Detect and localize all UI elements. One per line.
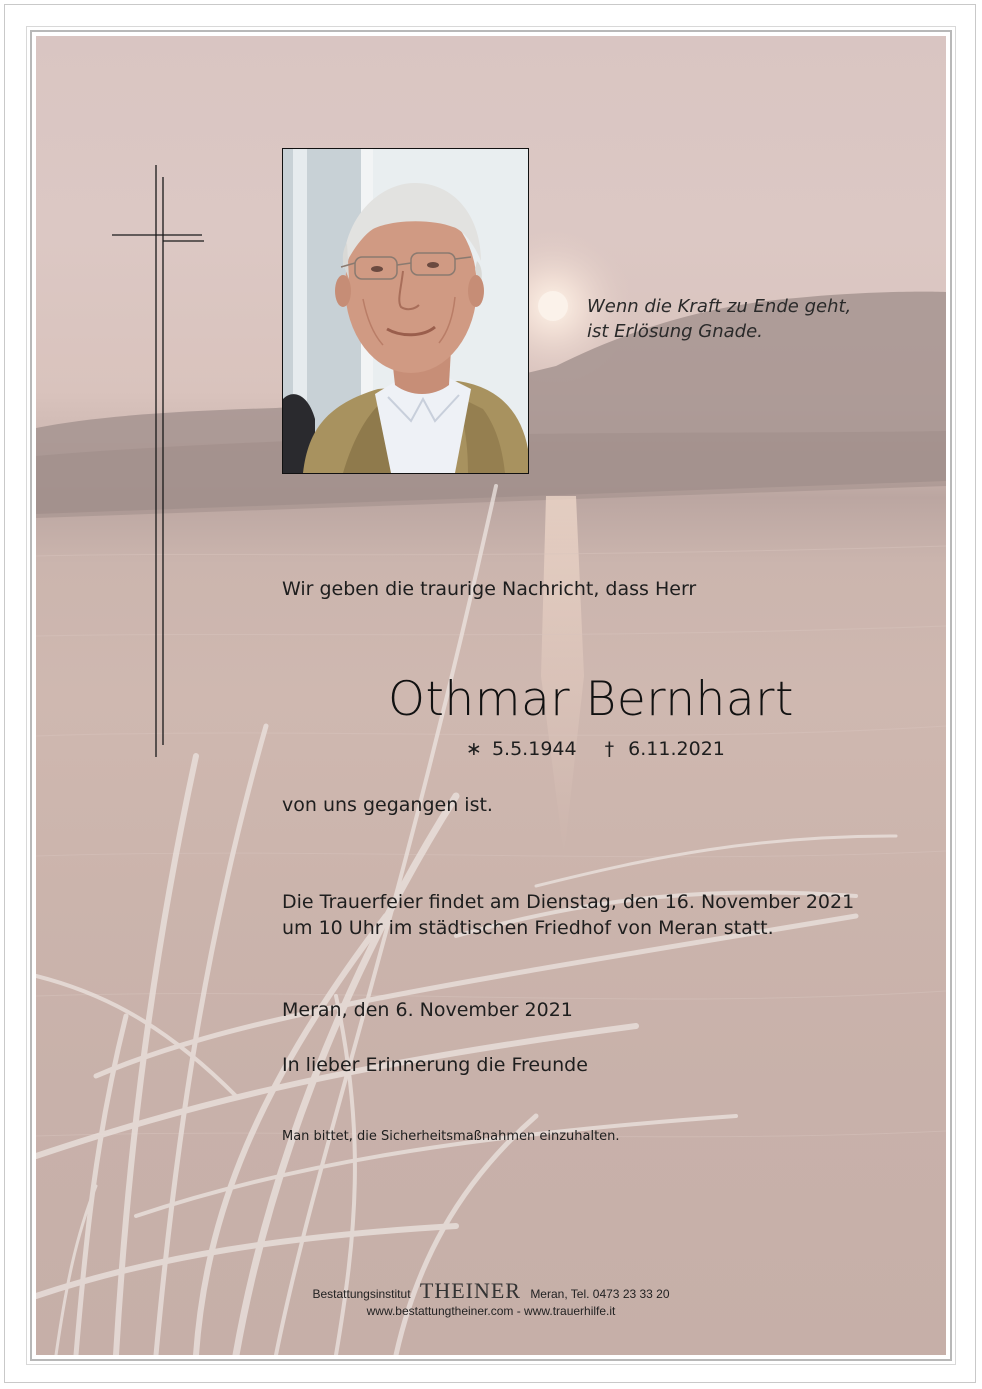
quote-line-1: Wenn die Kraft zu Ende geht, [587, 296, 852, 317]
funeral-home-logo: THEINER [419, 1278, 521, 1303]
life-dates [466, 738, 725, 760]
passed-text: von uns gegangen ist. [282, 794, 493, 816]
deceased-name: Othmar Bernhart [388, 672, 794, 727]
place-date: Meran, den 6. November 2021 [282, 999, 573, 1021]
service-info [282, 889, 854, 941]
birth-date: 5.5.1944 [491, 738, 577, 760]
footer-prefix: Bestattungsinstitut [312, 1287, 411, 1301]
remembrance-text: In lieber Erinnerung die Freunde [282, 1054, 588, 1076]
service-line-1: Die Trauerfeier findet am Dienstag, den 16. November 2021 [282, 891, 855, 913]
death-date: 6.11.2021 [628, 738, 725, 760]
quote [587, 294, 851, 344]
footer-contact: Meran, Tel. 0473 23 33 20 [530, 1287, 670, 1301]
intro-text: Wir geben die traurige Nachricht, dass Herr [282, 578, 697, 600]
quote-line-2: ist Erlösung Gnade. [587, 321, 763, 342]
birth-star-icon: ∗ [466, 738, 482, 760]
funeral-home-footer [0, 1278, 982, 1318]
footer-websites: www.bestattungtheiner.com - www.trauerhilfe.it [366, 1304, 616, 1318]
service-line-2: um 10 Uhr im städtischen Friedhof von Meran statt. [282, 917, 774, 939]
cross-icon [110, 165, 210, 765]
safety-notice: Man bittet, die Sicherheitsmaßnahmen einzuhalten. [282, 1129, 620, 1144]
portrait-photo [282, 148, 529, 474]
death-cross-icon: † [604, 738, 615, 760]
